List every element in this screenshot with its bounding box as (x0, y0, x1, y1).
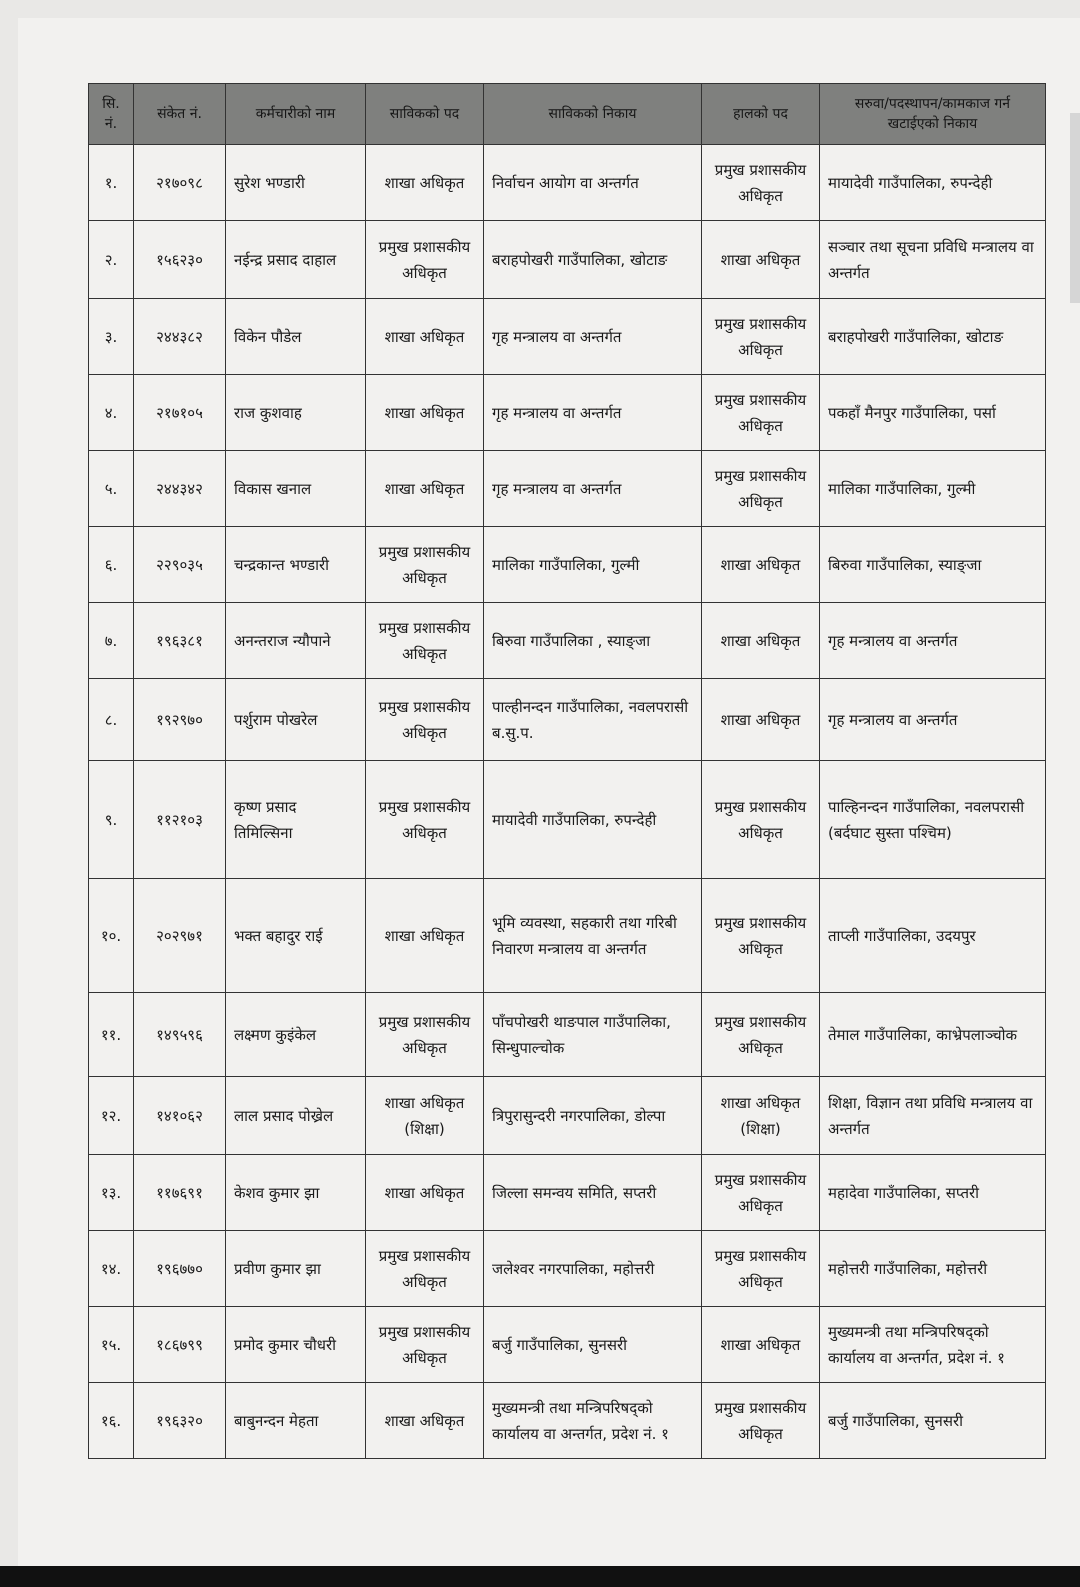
cell-previous-post: प्रमुख प्रशासकीय अधिकृत (366, 221, 484, 299)
cell-previous-post: प्रमुख प्रशासकीय अधिकृत (366, 527, 484, 603)
cell-previous-office: बर्जु गाउँपालिका, सुनसरी (484, 1307, 702, 1383)
header-previous-post: साविकको पद (366, 84, 484, 145)
cell-code: २०२९७१ (134, 879, 226, 993)
table-row (89, 527, 1046, 603)
cell-previous-post: प्रमुख प्रशासकीय अधिकृत (366, 679, 484, 761)
cell-current-post: प्रमुख प्रशासकीय अधिकृत (702, 993, 820, 1077)
cell-code: १४९५९६ (134, 993, 226, 1077)
table-row (89, 375, 1046, 451)
table-row (89, 1231, 1046, 1307)
table-row (89, 993, 1046, 1077)
cell-assigned-office: पकहाँ मैनपुर गाउँपालिका, पर्सा (820, 375, 1046, 451)
cell-code: १९६३८१ (134, 603, 226, 679)
cell-previous-post: प्रमुख प्रशासकीय अधिकृत (366, 1307, 484, 1383)
cell-code: २४४३८२ (134, 299, 226, 375)
cell-current-post: शाखा अधिकृत (शिक्षा) (702, 1077, 820, 1155)
cell-current-post: प्रमुख प्रशासकीय अधिकृत (702, 761, 820, 879)
cell-current-post: शाखा अधिकृत (702, 527, 820, 603)
cell-previous-office: बिरुवा गाउँपालिका , स्याङ्जा (484, 603, 702, 679)
scrollbar[interactable] (1070, 113, 1080, 303)
table-header-row (89, 84, 1046, 145)
cell-code: १५६२३० (134, 221, 226, 299)
cell-current-post: प्रमुख प्रशासकीय अधिकृत (702, 375, 820, 451)
cell-previous-office: भूमि व्यवस्था, सहकारी तथा गरिबी निवारण मन्त्रालय वा अन्तर्गत (484, 879, 702, 993)
header-previous-office: साविकको निकाय (484, 84, 702, 145)
header-current-post: हालको पद (702, 84, 820, 145)
cell-assigned-office: मायादेवी गाउँपालिका, रुपन्देही (820, 145, 1046, 221)
cell-code: ११७६९१ (134, 1155, 226, 1231)
table-row (89, 603, 1046, 679)
cell-assigned-office: बिरुवा गाउँपालिका, स्याङ्जा (820, 527, 1046, 603)
cell-previous-post: शाखा अधिकृत (366, 1155, 484, 1231)
cell-employee-name: विकेन पौडेल (226, 299, 366, 375)
cell-previous-post: प्रमुख प्रशासकीय अधिकृत (366, 993, 484, 1077)
cell-previous-post: प्रमुख प्रशासकीय अधिकृत (366, 1231, 484, 1307)
cell-code: १९६३२० (134, 1383, 226, 1459)
table-row (89, 1077, 1046, 1155)
cell-employee-name: राज कुशवाह (226, 375, 366, 451)
cell-previous-office: मायादेवी गाउँपालिका, रुपन्देही (484, 761, 702, 879)
cell-serial: ७. (89, 603, 134, 679)
table-row (89, 879, 1046, 993)
cell-code: २१७१०५ (134, 375, 226, 451)
table-row (89, 1155, 1046, 1231)
cell-previous-post: शाखा अधिकृत (366, 879, 484, 993)
cell-code: २२९०३५ (134, 527, 226, 603)
cell-current-post: प्रमुख प्रशासकीय अधिकृत (702, 145, 820, 221)
cell-assigned-office: ताप्ली गाउँपालिका, उदयपुर (820, 879, 1046, 993)
cell-employee-name: अनन्तराज न्यौपाने (226, 603, 366, 679)
cell-previous-office: बराहपोखरी गाउँपालिका, खोटाङ (484, 221, 702, 299)
cell-assigned-office: शिक्षा, विज्ञान तथा प्रविधि मन्त्रालय वा अन्तर्गत (820, 1077, 1046, 1155)
cell-assigned-office: बराहपोखरी गाउँपालिका, खोटाङ (820, 299, 1046, 375)
cell-serial: ११. (89, 993, 134, 1077)
table-row (89, 761, 1046, 879)
cell-serial: १४. (89, 1231, 134, 1307)
cell-serial: ८. (89, 679, 134, 761)
table-row (89, 1307, 1046, 1383)
cell-serial: ३. (89, 299, 134, 375)
cell-previous-office: गृह मन्त्रालय वा अन्तर्गत (484, 451, 702, 527)
cell-previous-office: जलेश्वर नगरपालिका, महोत्तरी (484, 1231, 702, 1307)
cell-code: १९६७७० (134, 1231, 226, 1307)
cell-serial: ९. (89, 761, 134, 879)
cell-employee-name: बाबुनन्दन मेहता (226, 1383, 366, 1459)
cell-code: २४४३४२ (134, 451, 226, 527)
cell-serial: २. (89, 221, 134, 299)
cell-previous-office: गृह मन्त्रालय वा अन्तर्गत (484, 299, 702, 375)
cell-serial: १३. (89, 1155, 134, 1231)
cell-current-post: प्रमुख प्रशासकीय अधिकृत (702, 451, 820, 527)
cell-assigned-office: गृह मन्त्रालय वा अन्तर्गत (820, 679, 1046, 761)
table-row (89, 1383, 1046, 1459)
header-code: संकेत नं. (134, 84, 226, 145)
cell-assigned-office: महादेवा गाउँपालिका, सप्तरी (820, 1155, 1046, 1231)
cell-assigned-office: पाल्हिनन्दन गाउँपालिका, नवलपरासी (बर्दघाट सुस्ता पश्चिम) (820, 761, 1046, 879)
cell-previous-office: निर्वाचन आयोग वा अन्तर्गत (484, 145, 702, 221)
cell-current-post: प्रमुख प्रशासकीय अधिकृत (702, 879, 820, 993)
cell-employee-name: लक्ष्मण कुइंकेल (226, 993, 366, 1077)
cell-current-post: शाखा अधिकृत (702, 1307, 820, 1383)
cell-previous-office: पाल्हीनन्दन गाउँपालिका, नवलपरासी ब.सु.प. (484, 679, 702, 761)
cell-serial: १. (89, 145, 134, 221)
cell-serial: ६. (89, 527, 134, 603)
cell-code: ११२१०३ (134, 761, 226, 879)
cell-employee-name: प्रमोद कुमार चौधरी (226, 1307, 366, 1383)
cell-assigned-office: सञ्चार तथा सूचना प्रविधि मन्त्रालय वा अन्तर्गत (820, 221, 1046, 299)
cell-employee-name: नईन्द्र प्रसाद दाहाल (226, 221, 366, 299)
cell-code: २१७०९८ (134, 145, 226, 221)
header-assigned-office: सरुवा/पदस्थापन/कामकाज गर्न खटाईएको निकाय (820, 84, 1046, 145)
cell-current-post: प्रमुख प्रशासकीय अधिकृत (702, 1155, 820, 1231)
cell-previous-post: शाखा अधिकृत (शिक्षा) (366, 1077, 484, 1155)
cell-assigned-office: तेमाल गाउँपालिका, काभ्रेपलाञ्चोक (820, 993, 1046, 1077)
cell-previous-post: शाखा अधिकृत (366, 145, 484, 221)
cell-current-post: शाखा अधिकृत (702, 221, 820, 299)
table-row (89, 221, 1046, 299)
cell-employee-name: कृष्ण प्रसाद तिमिल्सिना (226, 761, 366, 879)
bottom-bar (0, 1566, 1080, 1587)
cell-serial: १०. (89, 879, 134, 993)
cell-employee-name: केशव कुमार झा (226, 1155, 366, 1231)
cell-current-post: प्रमुख प्रशासकीय अधिकृत (702, 1231, 820, 1307)
table-row (89, 451, 1046, 527)
header-employee-name: कर्मचारीको नाम (226, 84, 366, 145)
cell-serial: १५. (89, 1307, 134, 1383)
header-serial: सि. नं. (89, 84, 134, 145)
cell-previous-post: प्रमुख प्रशासकीय अधिकृत (366, 603, 484, 679)
cell-previous-office: जिल्ला समन्वय समिति, सप्तरी (484, 1155, 702, 1231)
cell-previous-office: गृह मन्त्रालय वा अन्तर्गत (484, 375, 702, 451)
cell-employee-name: भक्त बहादुर राई (226, 879, 366, 993)
cell-previous-office: मालिका गाउँपालिका, गुल्मी (484, 527, 702, 603)
cell-employee-name: पर्शुराम पोखरेल (226, 679, 366, 761)
cell-current-post: प्रमुख प्रशासकीय अधिकृत (702, 1383, 820, 1459)
cell-previous-post: प्रमुख प्रशासकीय अधिकृत (366, 761, 484, 879)
cell-assigned-office: महोत्तरी गाउँपालिका, महोत्तरी (820, 1231, 1046, 1307)
cell-current-post: प्रमुख प्रशासकीय अधिकृत (702, 299, 820, 375)
cell-previous-office: पाँचपोखरी थाङपाल गाउँपालिका, सिन्धुपाल्चोक (484, 993, 702, 1077)
cell-previous-office: मुख्यमन्त्री तथा मन्त्रिपरिषद्को कार्यालय वा अन्तर्गत, प्रदेश नं. १ (484, 1383, 702, 1459)
cell-previous-post: शाखा अधिकृत (366, 1383, 484, 1459)
cell-assigned-office: गृह मन्त्रालय वा अन्तर्गत (820, 603, 1046, 679)
cell-previous-post: शाखा अधिकृत (366, 299, 484, 375)
cell-employee-name: विकास खनाल (226, 451, 366, 527)
cell-current-post: शाखा अधिकृत (702, 679, 820, 761)
cell-employee-name: प्रवीण कुमार झा (226, 1231, 366, 1307)
cell-employee-name: लाल प्रसाद पोख्रेल (226, 1077, 366, 1155)
cell-code: १४१०६२ (134, 1077, 226, 1155)
cell-serial: ४. (89, 375, 134, 451)
cell-serial: १६. (89, 1383, 134, 1459)
cell-assigned-office: मुख्यमन्त्री तथा मन्त्रिपरिषद्को कार्यालय वा अन्तर्गत, प्रदेश नं. १ (820, 1307, 1046, 1383)
cell-code: १९२९७० (134, 679, 226, 761)
table-row (89, 299, 1046, 375)
cell-previous-post: शाखा अधिकृत (366, 451, 484, 527)
transfer-table (88, 83, 1046, 1459)
cell-employee-name: चन्द्रकान्त भण्डारी (226, 527, 366, 603)
cell-code: १८६७९९ (134, 1307, 226, 1383)
cell-employee-name: सुरेश भण्डारी (226, 145, 366, 221)
cell-previous-office: त्रिपुरासुन्दरी नगरपालिका, डोल्पा (484, 1077, 702, 1155)
cell-previous-post: शाखा अधिकृत (366, 375, 484, 451)
cell-serial: १२. (89, 1077, 134, 1155)
table-row (89, 679, 1046, 761)
cell-serial: ५. (89, 451, 134, 527)
cell-assigned-office: बर्जु गाउँपालिका, सुनसरी (820, 1383, 1046, 1459)
cell-assigned-office: मालिका गाउँपालिका, गुल्मी (820, 451, 1046, 527)
cell-current-post: शाखा अधिकृत (702, 603, 820, 679)
table-row (89, 145, 1046, 221)
